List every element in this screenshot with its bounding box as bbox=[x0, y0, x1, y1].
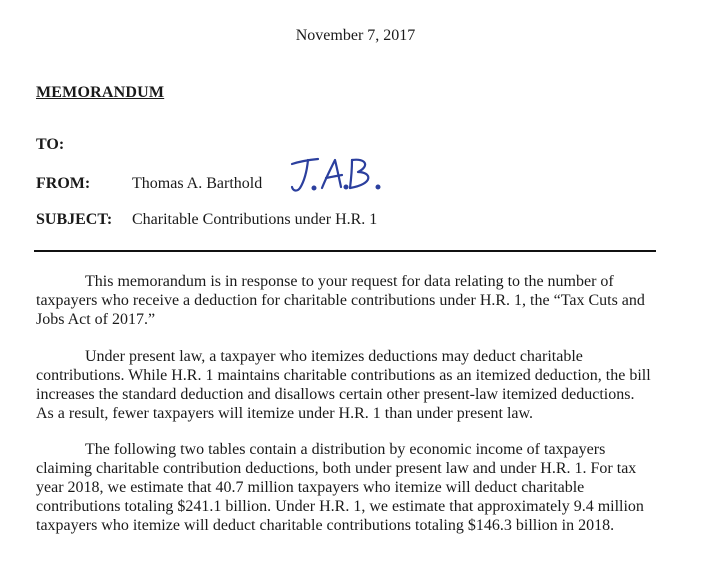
paragraph-2-line: Under present law, a taxpayer who itemizes deductions may deduct charitable bbox=[85, 348, 583, 365]
paragraph-1-line: taxpayers who receive a deduction for charitable contributions under H.R. 1, the “Tax Cuts and bbox=[36, 292, 645, 309]
paragraph-3-line: year 2018, we estimate that 40.7 million taxpayers who itemize will deduct charitable bbox=[36, 479, 585, 496]
paragraph-3-line: claiming charitable contribution deductions, both under present law and under H.R. 1. For tax bbox=[36, 460, 637, 477]
paragraph-2-line: As a result, fewer taxpayers will itemize under H.R. 1 than under present law. bbox=[36, 405, 534, 422]
paragraph-3-line: The following two tables contain a distribution by economic income of taxpayers bbox=[85, 441, 606, 458]
paragraph-1-line: This memorandum is in response to your request for data relating to the number of bbox=[85, 273, 614, 290]
header-divider bbox=[34, 250, 656, 252]
memo-title: MEMORANDUM bbox=[36, 84, 165, 101]
paragraph-1-line: Jobs Act of 2017.” bbox=[36, 311, 156, 328]
to-label: TO: bbox=[36, 136, 65, 153]
from-label: FROM: bbox=[36, 175, 91, 192]
paragraph-1 bbox=[36, 272, 676, 329]
subject-label: SUBJECT: bbox=[36, 211, 113, 228]
paragraph-3 bbox=[36, 440, 676, 535]
paragraph-3-line: contributions totaling $241.1 billion. Under H.R. 1, we estimate that approximately 9.4 million bbox=[36, 498, 644, 515]
paragraph-3-line: taxpayers who itemize will deduct charitable contributions totaling $146.3 billion in 2018. bbox=[36, 517, 615, 534]
handwritten-initials-signature bbox=[288, 150, 388, 198]
memo-date: November 7, 2017 bbox=[295, 27, 416, 44]
subject-value: Charitable Contributions under H.R. 1 bbox=[132, 211, 378, 228]
from-value: Thomas A. Barthold bbox=[132, 175, 263, 192]
paragraph-2 bbox=[36, 347, 676, 423]
paragraph-2-line: contributions. While H.R. 1 maintains charitable contributions as an itemized deduction, the bill bbox=[36, 367, 651, 384]
paragraph-2-line: increases the standard deduction and disallows certain other present-law itemized deductions. bbox=[36, 386, 635, 403]
